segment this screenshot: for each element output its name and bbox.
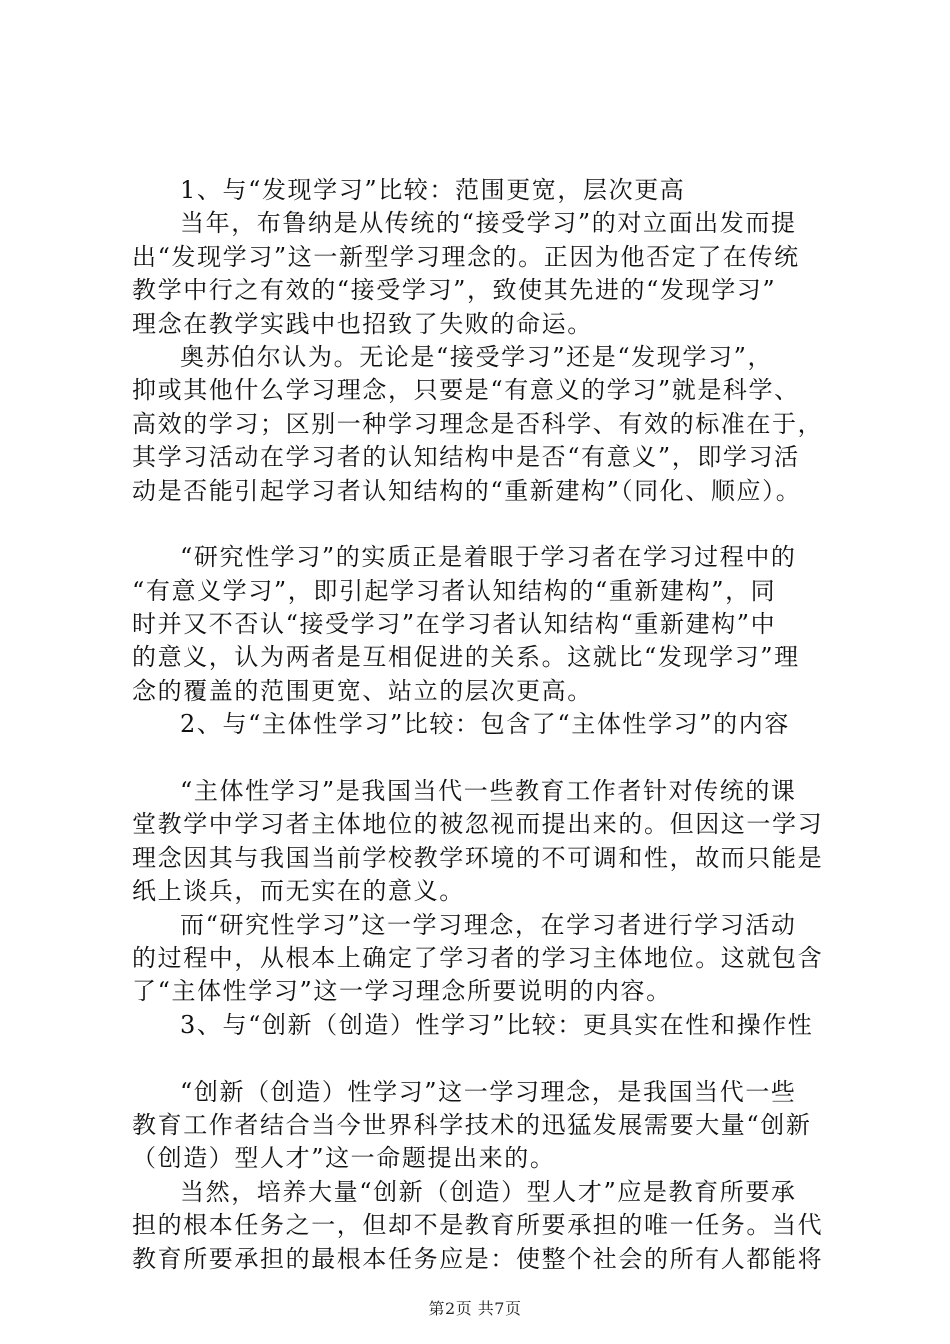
blank-line bbox=[132, 1042, 842, 1075]
text-line: 当年，布鲁纳是从传统的“接受学习”的对立面出发而提 bbox=[180, 209, 797, 238]
text-line: 3、与“创新（创造）性学习”比较：更具实在性和操作性 bbox=[180, 1010, 814, 1039]
text-line: 教育所要承担的最根本任务应是：使整个社会的所有人都能将 bbox=[132, 1244, 824, 1273]
text-line: 理念在教学实践中也招致了失败的命运。 bbox=[132, 309, 593, 338]
page-number: 第2页 共7页 bbox=[428, 1299, 522, 1318]
text-line: “创新（创造）性学习”这一学习理念，是我国当代一些 bbox=[180, 1077, 797, 1106]
text-line: 担的根本任务之一，但却不是教育所要承担的唯一任务。当代 bbox=[132, 1211, 824, 1240]
text-line: （创造）型人才”这一命题提出来的。 bbox=[132, 1144, 556, 1173]
blank-line bbox=[132, 742, 842, 775]
text-line: 教学中行之有效的“接受学习”，致使其先进的“发现学习” bbox=[132, 276, 777, 305]
text-line: 动是否能引起学习者认知结构的“重新建构”（同化、顺应）。 bbox=[132, 476, 802, 505]
text-line: 出“发现学习”这一新型学习理念的。正因为他否定了在传统 bbox=[132, 242, 800, 271]
blank-line bbox=[132, 508, 842, 541]
text-line: 的过程中，从根本上确定了学习者的学习主体地位。这就包含 bbox=[132, 943, 824, 972]
text-line: 高效的学习；区别一种学习理念是否科学、有效的标准在于， bbox=[132, 409, 824, 438]
text-line: “主体性学习”是我国当代一些教育工作者针对传统的课 bbox=[180, 777, 797, 806]
text-line: 教育工作者结合当今世界科学技术的迅猛发展需要大量“创新 bbox=[132, 1110, 812, 1139]
text-line: “研究性学习”的实质正是着眼于学习者在学习过程中的 bbox=[180, 543, 797, 572]
text-line: 当然，培养大量“创新（创造）型人才”应是教育所要承 bbox=[180, 1177, 797, 1206]
text-line: 的意义，认为两者是互相促进的关系。这就比“发现学习”理 bbox=[132, 643, 800, 672]
text-line: 念的覆盖的范围更宽、站立的层次更高。 bbox=[132, 676, 593, 705]
text-line: “有意义学习”，即引起学习者认知结构的“重新建构”，同 bbox=[132, 576, 777, 605]
text-line: 1、与“发现学习”比较：范围更宽，层次更高 bbox=[180, 176, 686, 204]
text-line: 理念因其与我国当前学校教学环境的不可调和性，故而只能是 bbox=[132, 843, 824, 872]
text-line: 而“研究性学习”这一学习理念，在学习者进行学习活动 bbox=[180, 910, 797, 939]
text-line: 纸上谈兵，而无实在的意义。 bbox=[132, 877, 465, 906]
text-line: 奥苏伯尔认为。无论是“接受学习”还是“发现学习”， bbox=[180, 342, 774, 371]
text-line: 时并又不否认“接受学习”在学习者认知结构“重新建构”中 bbox=[132, 610, 777, 639]
text-line: 抑或其他什么学习理念，只要是“有意义的学习”就是科学、 bbox=[132, 376, 800, 405]
text-line: 其学习活动在学习者的认知结构中是否“有意义”，即学习活 bbox=[132, 443, 800, 472]
text-line: 堂教学中学习者主体地位的被忽视而提出来的。但因这一学习 bbox=[132, 810, 824, 839]
text-line: 了“主体性学习”这一学习理念所要说明的内容。 bbox=[132, 977, 672, 1006]
text-line: 2、与“主体性学习”比较：包含了“主体性学习”的内容 bbox=[180, 710, 790, 739]
document-body bbox=[132, 174, 842, 1276]
